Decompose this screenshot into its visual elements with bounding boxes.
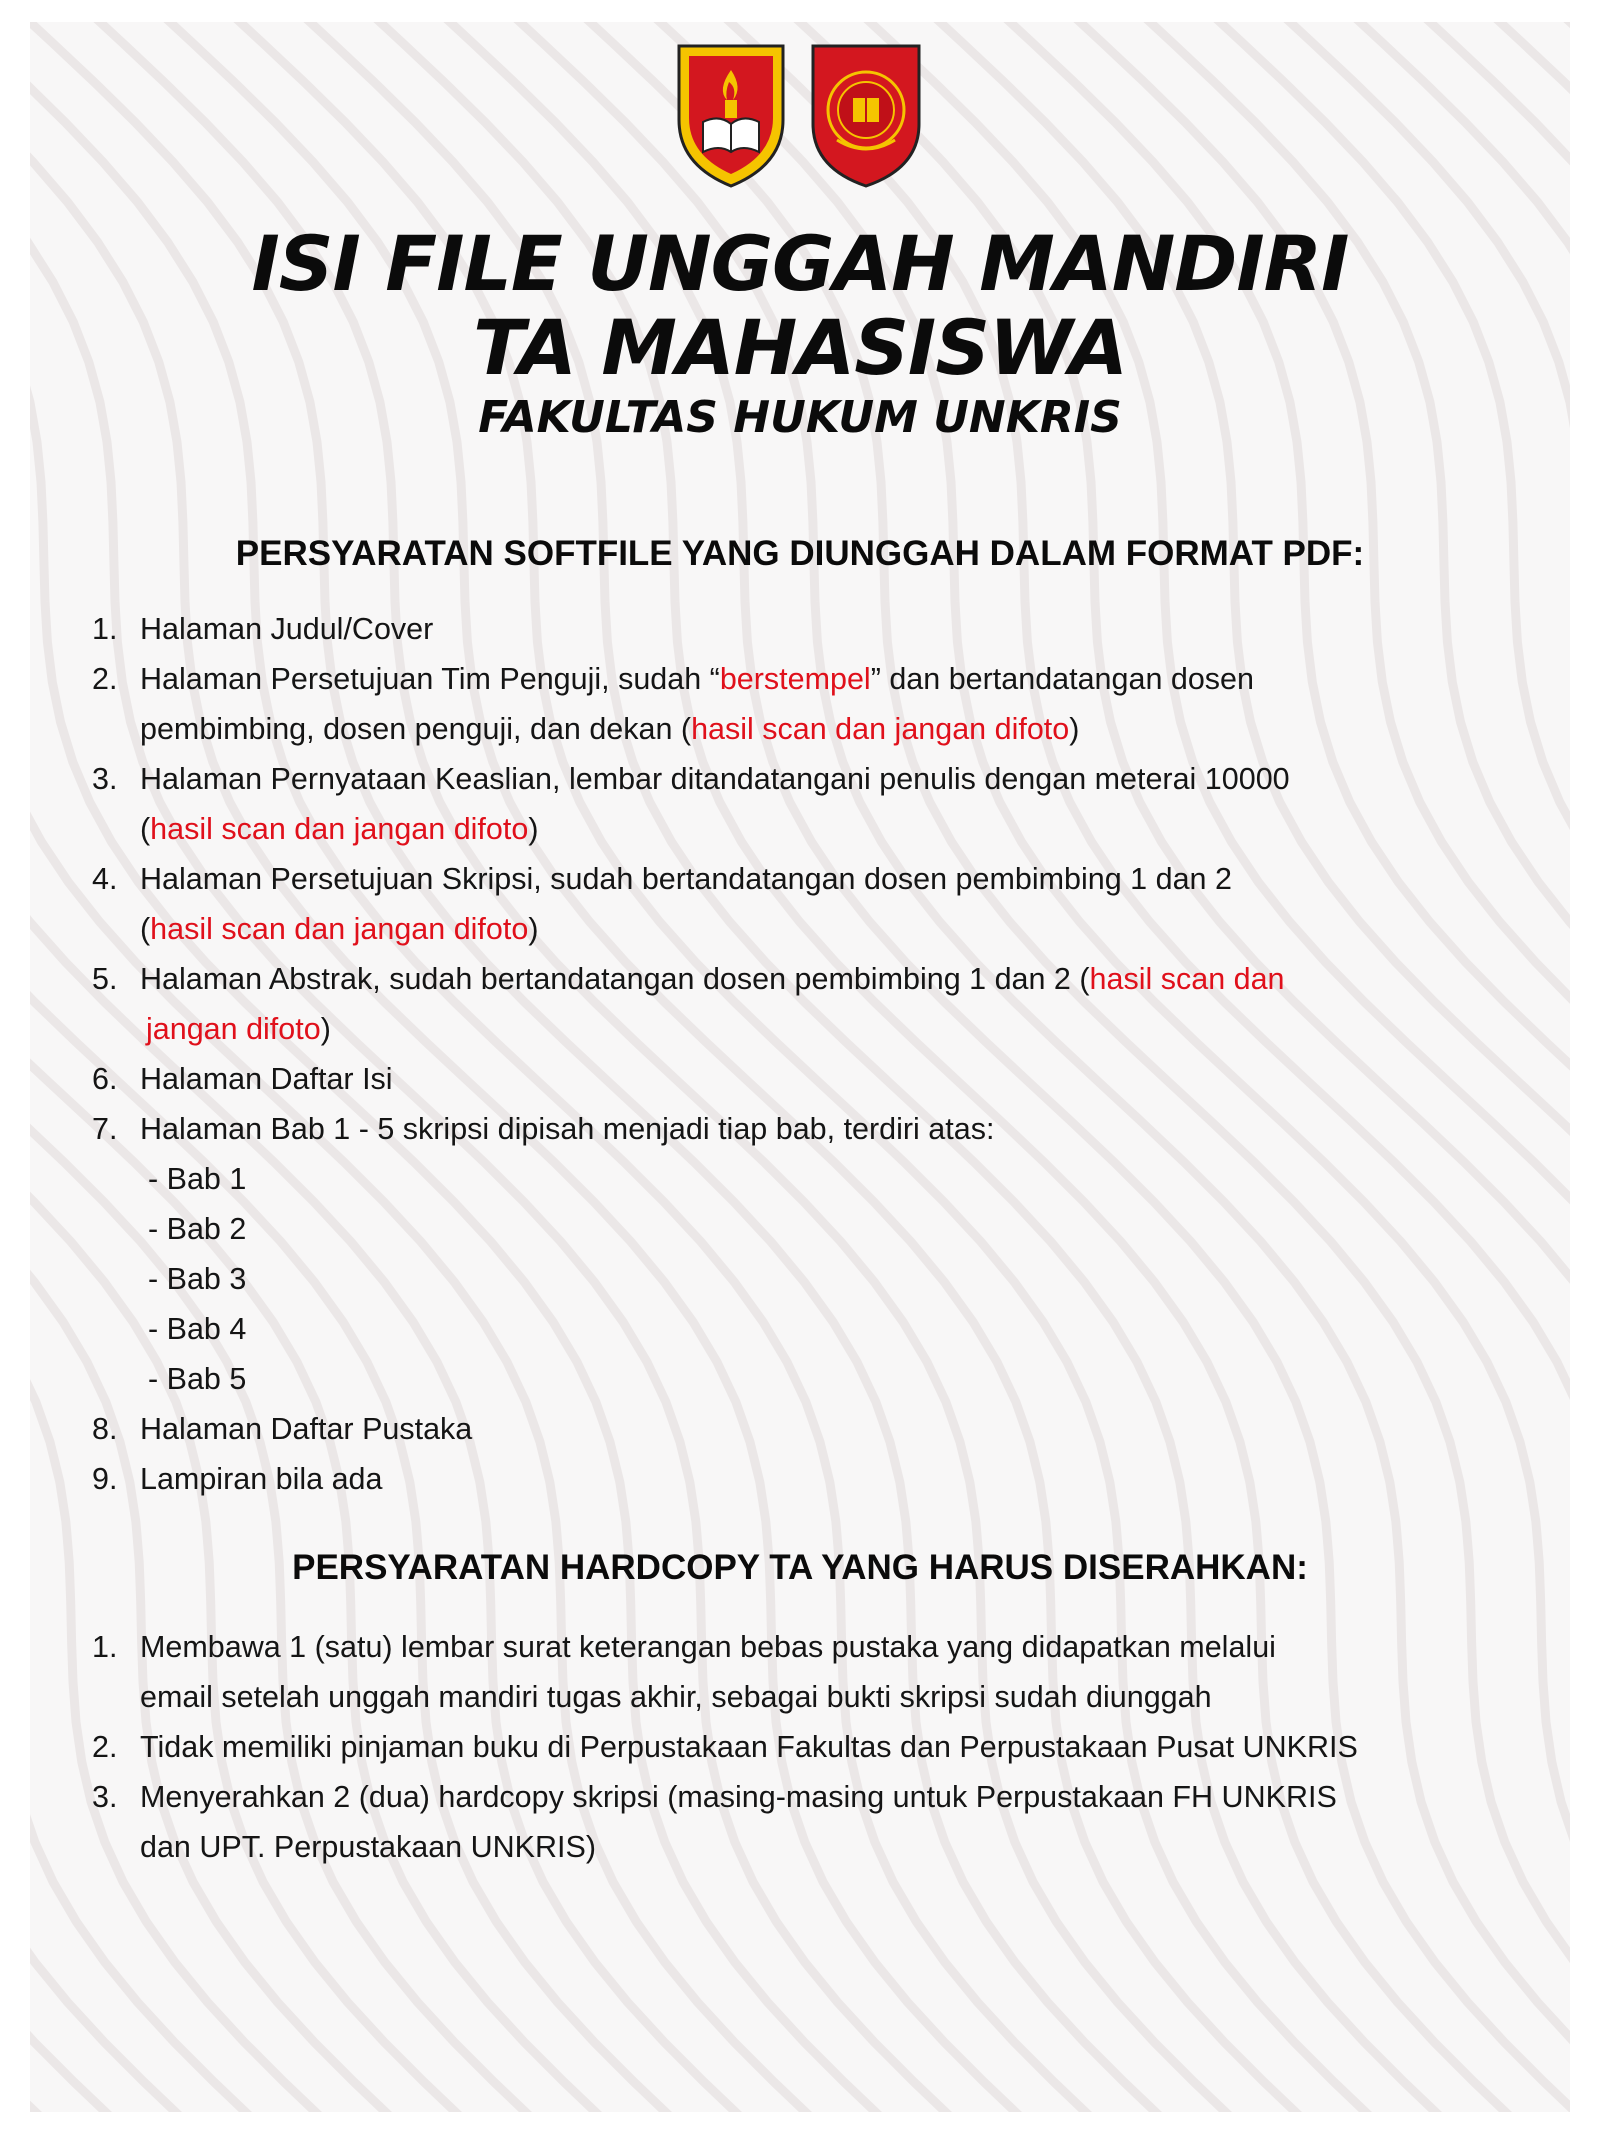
title-block [30,219,1570,446]
hardcopy-list [30,1622,1500,1872]
list-item: 3. Halaman Pernyataan Keaslian, lembar ditandatangani penulis dengan meterai 10000 (hasil scan dan jangan difoto) [92,762,1290,846]
list-item: 1. Membawa 1 (satu) lembar surat keterangan bebas pustaka yang didapatkan melalui email setelah unggah mandiri tugas akhir, sebagai bukti skripsi sudah diunggah [92,1630,1276,1714]
sub-item: - Bab 2 [148,1212,247,1246]
title-line-2: TA MAHASISWA [473,303,1127,392]
list-item: 7. Halaman Bab 1 - 5 skripsi dipisah menjadi tiap bab, terdiri atas: - Bab 1 - Bab 2 - Bab 3 - Bab 4 - Bab 5 [30,1104,1500,1404]
list-item: 2. Tidak memiliki pinjaman buku di Perpustakaan Fakultas dan Perpustakaan Pusat UNKRIS [92,1730,1358,1764]
list-item: 6. Halaman Daftar Isi [92,1062,393,1096]
list-item: 2. Halaman Persetujuan Tim Penguji, sudah “berstempel” dan bertandatangan dosen pembimbing, dosen penguji, dan dekan (hasil scan dan jangan difoto) [92,662,1254,746]
hardcopy-heading: PERSYARATAN HARDCOPY TA YANG HARUS DISERAHKAN: [292,1548,1308,1587]
sub-item: - Bab 4 [148,1312,247,1346]
list-item: 1. Halaman Judul/Cover [92,612,434,646]
title-line-1: ISI FILE UNGGAH MANDIRI [251,219,1349,308]
softfile-list [30,604,1500,1504]
list-item: 3. Menyerahkan 2 (dua) hardcopy skripsi (masing-masing untuk Perpustakaan FH UNKRIS dan UPT. Perpustakaan UNKRIS) [92,1780,1337,1864]
list-item: 4. Halaman Persetujuan Skripsi, sudah bertandatangan dosen pembimbing 1 dan 2 (hasil scan dan jangan difoto) [92,862,1232,946]
sub-item: - Bab 5 [148,1362,247,1396]
sub-item: - Bab 1 [148,1162,247,1196]
softfile-heading: PERSYARATAN SOFTFILE YANG DIUNGGAH DALAM FORMAT PDF: [235,534,1365,573]
unkris-shield-logo [675,40,787,190]
logo-row [30,40,1570,190]
list-item: 9. Lampiran bila ada [92,1462,383,1496]
sub-item: - Bab 3 [148,1262,247,1296]
poster-page [30,22,1570,2112]
title-line-3: FAKULTAS HUKUM UNKRIS [478,392,1122,443]
fakultas-hukum-seal [807,40,925,190]
list-item: 5. Halaman Abstrak, sudah bertandatangan dosen pembimbing 1 dan 2 (hasil scan dan jangan difoto) [92,962,1285,1046]
list-item: 8. Halaman Daftar Pustaka [92,1412,473,1446]
